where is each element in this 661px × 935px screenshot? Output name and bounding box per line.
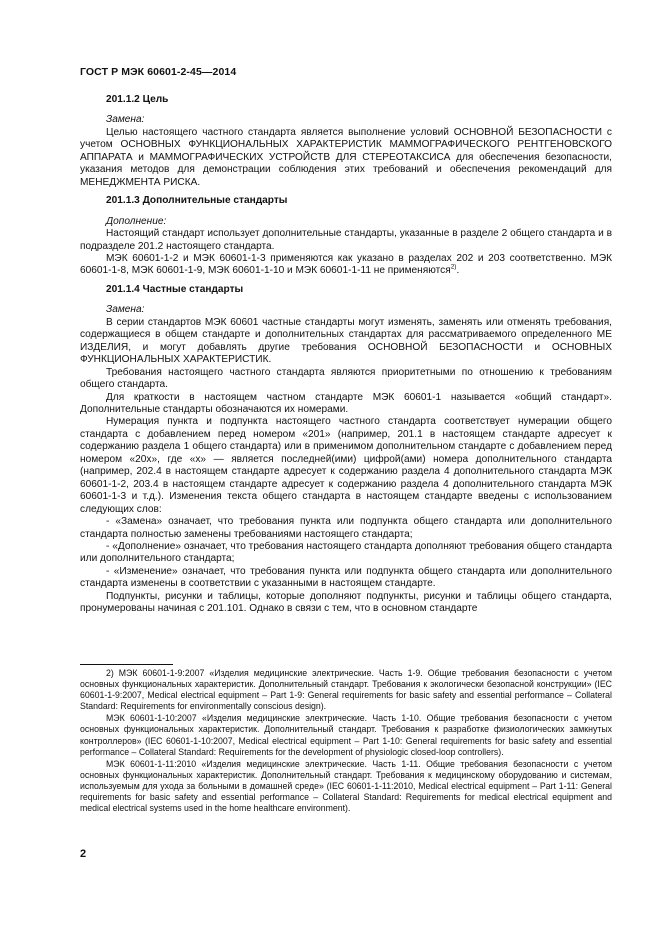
section-heading-201-1-2: 201.1.2 Цель	[106, 94, 169, 105]
paragraph-with-footnote	[80, 253, 612, 278]
footnote-divider	[80, 664, 173, 665]
paragraph: Целью настоящего частного стандарта является выполнение условий ОСНОВНОЙ БЕЗОПАСНОСТИ с учетом ОСНОВНЫХ ФУНКЦИОНАЛЬНЫХ ХАРАКТЕРИСТИК МАММОГРАФИЧЕСКОГО РЕНТГЕНОВСКОГО АППАРАТА и МАММОГРАФИЧЕСКИХ УСТРОЙСТВ ДЛЯ СТЕРЕОТАКСИСА для обеспечения безопасности, указания методов для демонстрации соблюдения этих требований и обеспечения рекомендаций для МЕНЕДЖМЕНТА РИСКА.	[80, 126, 612, 188]
paragraph-end: .	[456, 265, 460, 277]
footnote-marker: 2)	[450, 264, 457, 272]
page-number: 2	[80, 848, 87, 860]
document-body	[80, 94, 612, 616]
footnote: 2) МЭК 60601-1-9:2007 «Изделия медицинские электрические. Часть 1-9. Общие требования безопасности с учетом основных функциональных характеристик. Дополнительный стандарт. Требования к экологически безопасной конструкции» (IEC 60601-1-9:2007, Medical electrical equipment – Part 1-9: General requirements for basic safety and essential performance – Collateral Standard: Requirements for environmentally conscious design).	[80, 668, 612, 712]
list-item: - «Изменение» означает, что требования пункта или подпункта общего стандарта или дополнительного стандарта изменены в соответствии с указанными в настоящем стандарте.	[80, 565, 612, 590]
paragraph: Настоящий стандарт использует дополнительные стандарты, указанные в разделе 2 общего стандарта и в подразделе 201.2 настоящего стандарта.	[80, 228, 612, 252]
list-item: - «Дополнение» означает, что требования настоящего стандарта дополняют требования общего стандарта или дополнительного стандарта;	[80, 540, 612, 565]
section-label-replacement: Замена:	[106, 114, 145, 126]
footnote: МЭК 60601-1-11:2010 «Изделия медицинские электрические. Часть 1-11. Общие требования безопасности с учетом основных функциональных характеристик. Дополнительный стандарт. Требования к медицинскому оборудованию и системам, используемым для ухода за больными в домашней среде» (IEC 60601-1-11:2010, Medical electrical equipment – Part 1-11: General requirements for basic safety and essential performance – Collateral Standard: Requirements for medical electrical equipment and medical electrical systems used in the home healthcare environment).	[80, 758, 612, 814]
section-label-addition: Дополнение:	[106, 215, 167, 227]
list-item: - «Замена» означает, что требования пункта или подпункта общего стандарта или дополнительного стандарта полностью заменены требованиями настоящего стандарта;	[80, 516, 612, 540]
paragraph: Для краткости в настоящем частном стандарте МЭК 60601-1 называется «общий стандарт». Дополнительные стандарты обозначаются их номерами.	[80, 391, 612, 415]
document-page	[80, 0, 612, 935]
section-heading-201-1-3: 201.1.3 Дополнительные стандарты	[106, 195, 288, 207]
section-heading-201-1-4: 201.1.4 Частные стандарты	[106, 283, 244, 295]
paragraph: В серии стандартов МЭК 60601 частные стандарты могут изменять, заменять или отменять требования, содержащиеся в общем стандарте и дополнительных стандартах для рассматриваемого определенного МЕ ИЗДЕЛИЯ, и могут добавлять другие требования ОСНОВНОЙ БЕЗОПАСНОСТИ и ОСНОВНЫХ ФУНКЦИОНАЛЬНЫХ ХАРАКТЕРИСТИК.	[80, 316, 612, 366]
paragraph: Подпункты, рисунки и таблицы, которые дополняют подпункты, рисунки и таблицы общего стандарта, пронумерованы начиная с 201.101. Однако в связи с тем, что в основном стандарте	[80, 590, 612, 615]
section-label-replacement: Замена:	[106, 304, 145, 316]
footnotes	[80, 668, 612, 814]
paragraph: Нумерация пункта и подпункта настоящего частного стандарта соответствует нумерации общего стандарта с добавлением перед номером «201» (например, 201.1 в настоящем стандарте адресует к содержанию раздела 1 общего стандарта) или в применимом дополнительном стандарте с добавлением перед номером «20x», где «x» — является последней(ими) цифрой(ами) номера дополнительного стандарта (например, 202.4 в настоящем стандарте адресует к содержанию раздела 4 дополнительного стандарта МЭК 60601-1-2, 203.4 в настоящем стандарте адресует к содержанию раздела 4 дополнительного стандарта МЭК 60601-1-3 и т.д.). Изменения текста общего стандарта в настоящем стандарте введены с использованием следующих слов:	[80, 416, 612, 515]
paragraph: Требования настоящего частного стандарта являются приоритетными по отношению к требованиям общего стандарта.	[80, 366, 612, 391]
footnote: МЭК 60601-1-10:2007 «Изделия медицинские электрические. Часть 1-10. Общие требования безопасности с учетом основных функциональных характеристик. Дополнительный стандарт. Требования к разработке физиологических замкнутых контроллеров» (IEC 60601-1-10:2007, Medical electrical equipment – Part 1-10: General requirements for basic safety and essential performance – Collateral Standard: Requirements for the development of physiologic closed-loop controllers).	[80, 713, 612, 757]
paragraph-text: МЭК 60601-1-2 и МЭК 60601-1-3 применяются как указано в разделах 202 и 203 соответственно. МЭК 60601-1-8, МЭК 60601-1-9, МЭК 60601-1-10 и МЭК 60601-1-11 не применяются	[80, 252, 612, 277]
document-header: ГОСТ Р МЭК 60601-2-45—2014	[80, 66, 237, 78]
